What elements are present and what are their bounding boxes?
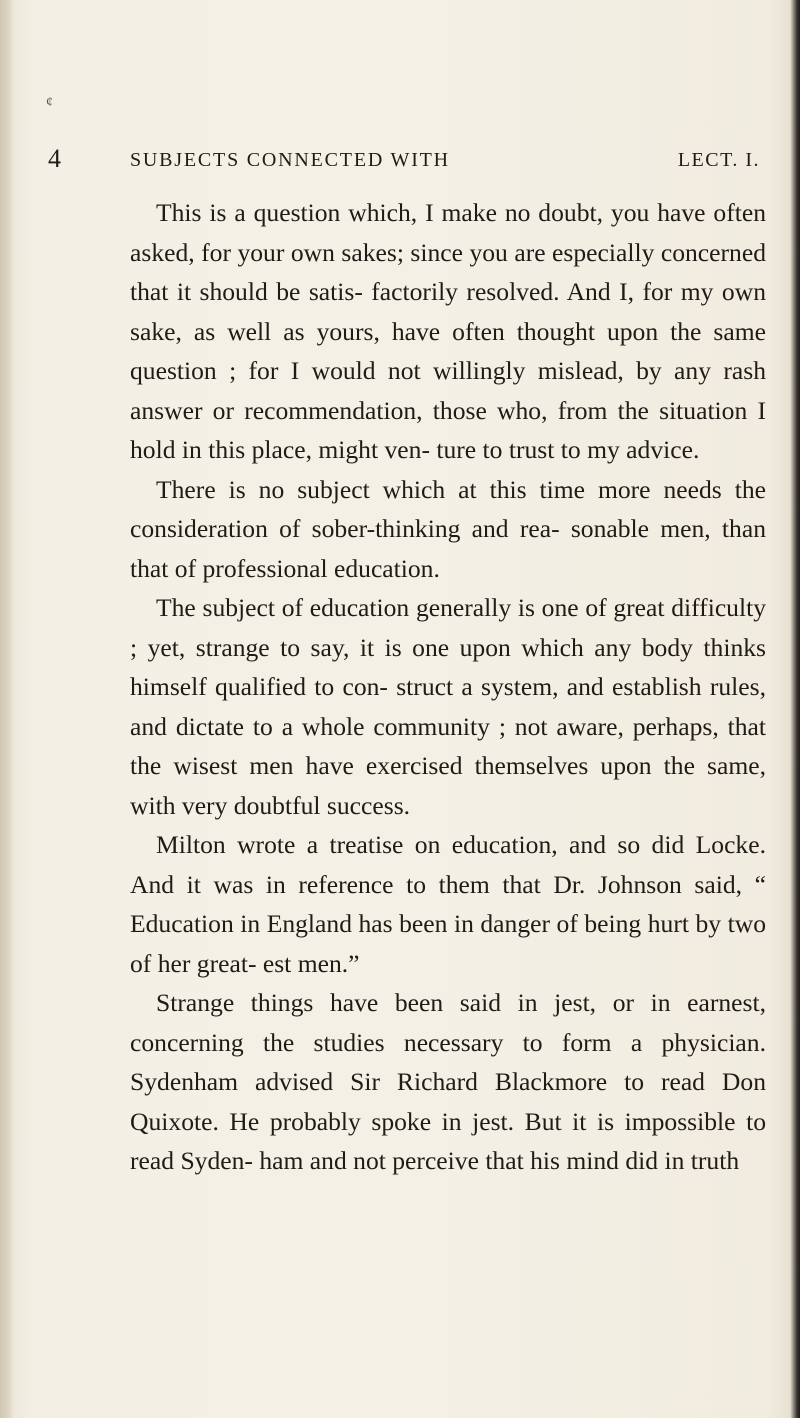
paragraph: Milton wrote a treatise on education, and so did Locke. And it was in reference to them that Dr. Johnson said, “ Education in England has been in danger of being hurt by two of her great- est men.” xyxy=(130,830,766,978)
stray-mark: ¢ xyxy=(46,95,53,110)
running-head xyxy=(48,142,766,178)
paragraph: The subject of education generally is one of great difficulty ; yet, strange to say, it is one upon which any body thinks himself qualified to con- struct a system, and establish rules, and dictate to a whole community ; not aware, perhaps, that the wisest men have exercised themselves upon the same, with very doubtful success. xyxy=(130,593,766,820)
paragraph: This is a question which, I make no doubt, you have often asked, for your own sakes; since you are especially concerned that it should be satis- factorily resolved. And I, for my own sake, as well as yours, have often thought upon the same question ; for I would not willingly mislead, by any rash answer or recommendation, those who, from the situation I hold in this place, might ven- ture to trust to my advice. xyxy=(130,198,766,464)
page-edge xyxy=(790,0,800,1418)
paragraph: Strange things have been said in jest, or in earnest, concerning the studies necessary to form a physician. Sydenham advised Sir Richard Blackmore to read Don Quixote. He probably spoke in jest. But it is impossible to read Syden- ham and not perceive that his mind did in truth xyxy=(130,988,766,1175)
binding-shadow xyxy=(0,0,14,1418)
running-title: SUBJECTS CONNECTED WITH xyxy=(130,149,450,171)
page-number: 4 xyxy=(48,144,61,173)
paragraph: There is no subject which at this time more needs the consideration of sober-thinking and rea- sonable men, than that of professional education. xyxy=(130,474,766,583)
body-text xyxy=(130,193,766,1181)
lecture-label: LECT. I. xyxy=(677,149,760,171)
